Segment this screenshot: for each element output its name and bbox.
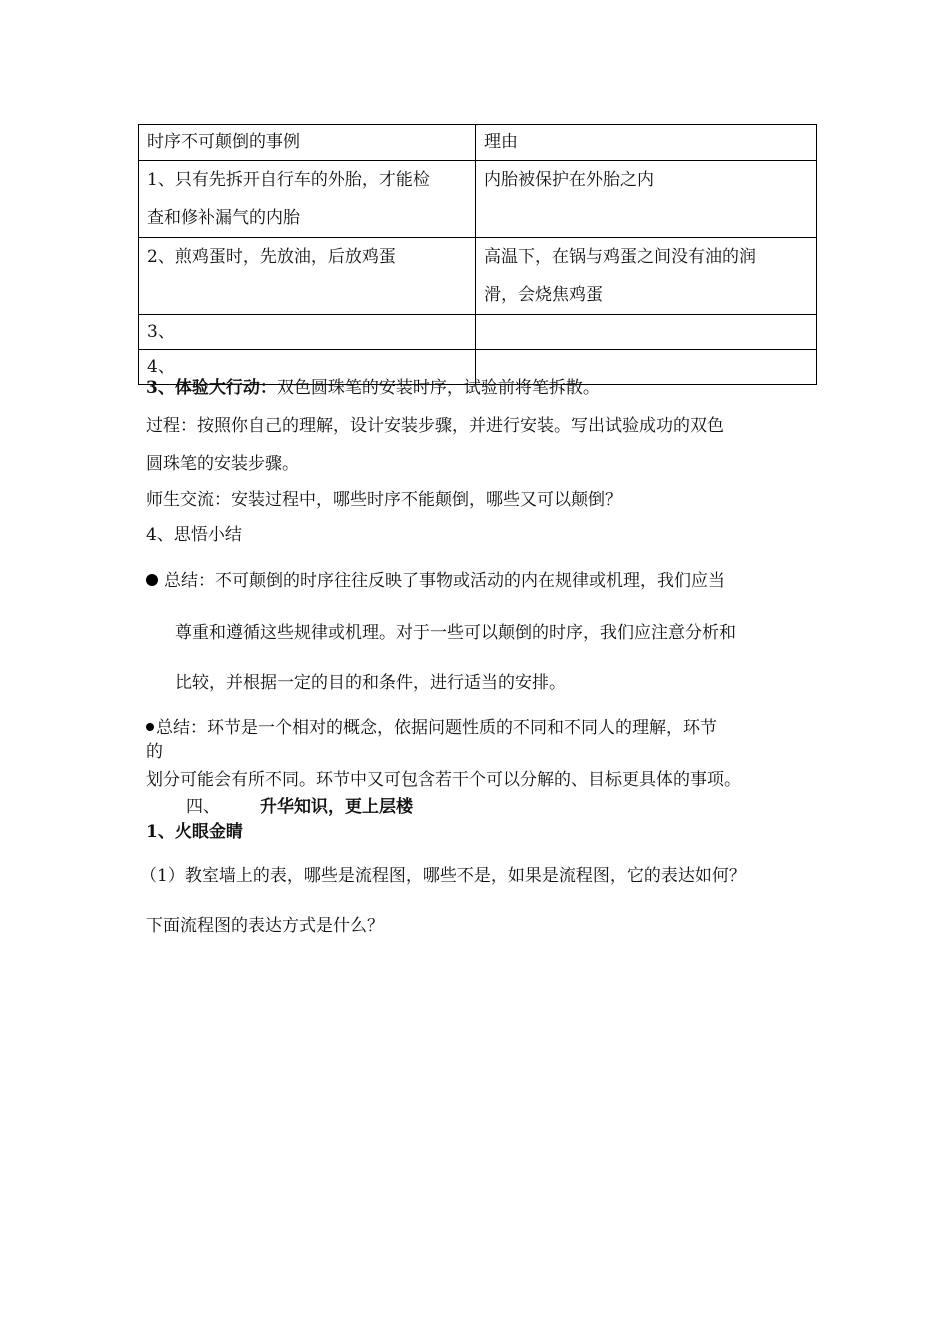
summary-para1-line bbox=[146, 569, 725, 593]
table-cell-reason bbox=[476, 238, 817, 315]
question-line: 下面流程图的表达方式是什么？ bbox=[146, 916, 384, 936]
table-row bbox=[139, 238, 817, 315]
cell-line: 2、煎鸡蛋时，先放油，后放鸡蛋 bbox=[147, 247, 396, 267]
cell-line: 滑，会烧焦鸡蛋 bbox=[484, 285, 603, 305]
bullet-icon bbox=[146, 723, 154, 731]
activity-exchange: 师生交流：安装过程中，哪些时序不能颠倒，哪些又可以颠倒？ bbox=[146, 490, 622, 510]
table-cell-example: 3、 bbox=[139, 315, 476, 350]
section-title: 升华知识，更上层楼 bbox=[260, 797, 413, 817]
summary-para2-line: 划分可能会有所不同。环节中又可包含若干个可以分解的、目标更具体的事项。 bbox=[146, 770, 741, 790]
cell-line: 高温下，在锅与鸡蛋之间没有油的润 bbox=[484, 247, 756, 267]
table-cell-example bbox=[139, 238, 476, 315]
table-cell-reason bbox=[476, 315, 817, 350]
cell-line: 1、只有先拆开自行车的外胎，才能检 bbox=[147, 170, 430, 190]
table-cell-reason bbox=[476, 161, 817, 238]
section-heading bbox=[186, 795, 413, 819]
question-line: （1）教室墙上的表，哪些是流程图，哪些不是，如果是流程图，它的表达如何？ bbox=[140, 866, 746, 886]
summary-para2-line: 的 bbox=[146, 742, 163, 762]
summary-para1-line: 比较，并根据一定的目的和条件，进行适当的安排。 bbox=[175, 673, 566, 693]
bullet-icon bbox=[146, 574, 158, 586]
cell-line: 查和修补漏气的内胎 bbox=[147, 208, 300, 228]
table-header-reason: 理由 bbox=[476, 125, 817, 161]
activity-process-line: 圆珠笔的安装步骤。 bbox=[146, 454, 299, 474]
activity-title bbox=[146, 376, 600, 400]
table-header-row bbox=[139, 125, 817, 161]
summary-para2-line bbox=[146, 716, 717, 740]
summary-text: 总结：环节是一个相对的概念，依据问题性质的不同和不同人的理解，环节 bbox=[156, 718, 717, 738]
activity-title-text: 双色圆珠笔的安装时序，试验前将笔拆散。 bbox=[276, 378, 600, 398]
sequence-table bbox=[138, 124, 817, 385]
activity-process-line: 过程：按照你自己的理解，设计安装步骤，并进行安装。写出试验成功的双色 bbox=[146, 416, 724, 436]
summary-para1-line: 尊重和遵循这些规律或机理。对于一些可以颠倒的时序，我们应注意分析和 bbox=[175, 623, 736, 643]
section-number: 四、 bbox=[186, 797, 220, 817]
activity-title-label: 3、体验大行动： bbox=[146, 378, 277, 398]
table-header-example: 时序不可颠倒的事例 bbox=[139, 125, 476, 161]
summary-heading: 4、思悟小结 bbox=[146, 525, 242, 545]
table-cell-example: 4、 bbox=[139, 350, 476, 385]
cell-line: 内胎被保护在外胎之内 bbox=[484, 170, 654, 190]
section-item: 1、火眼金睛 bbox=[146, 822, 243, 842]
table-row bbox=[139, 315, 817, 350]
table-row bbox=[139, 161, 817, 238]
summary-text: 总结：不可颠倒的时序往往反映了事物或活动的内在规律或机理，我们应当 bbox=[164, 571, 725, 591]
table-cell-example bbox=[139, 161, 476, 238]
